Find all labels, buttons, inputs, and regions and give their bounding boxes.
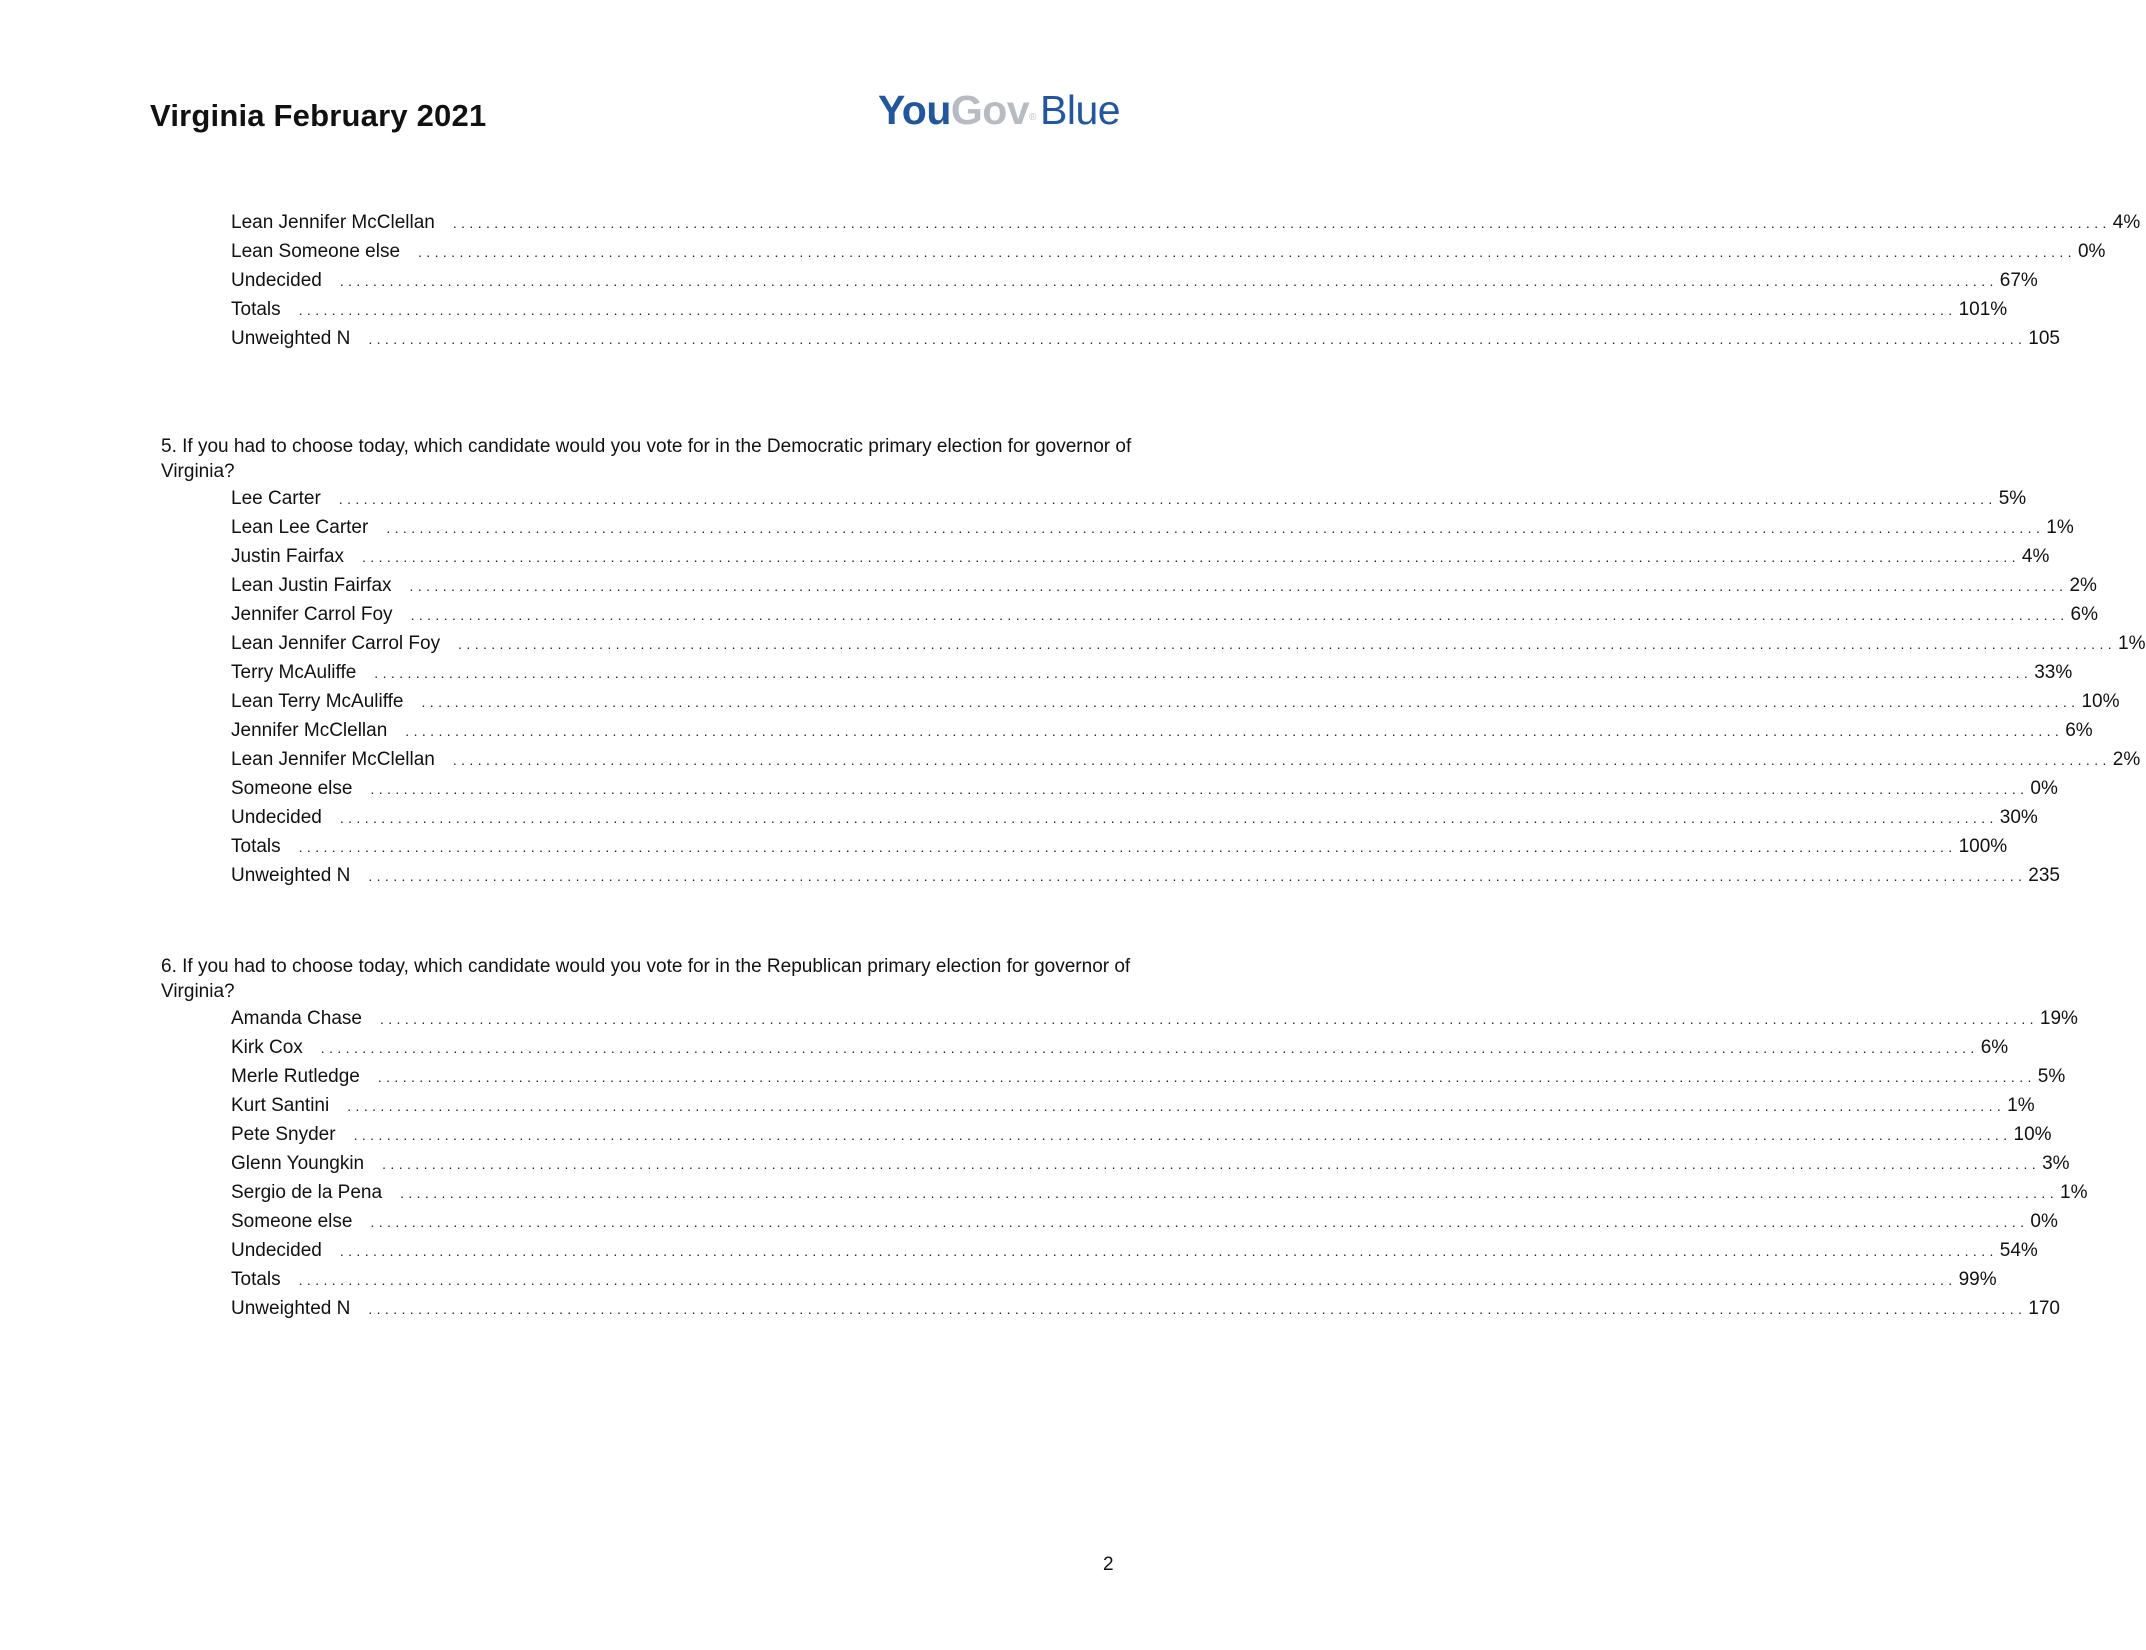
result-value: 30% xyxy=(1999,807,2038,828)
dot-leader: ........................................................................................................................................................................................................ xyxy=(452,215,2111,231)
result-value: 0% xyxy=(2030,1211,2058,1232)
result-row xyxy=(231,324,2060,353)
result-row xyxy=(231,542,2050,571)
result-value: 10% xyxy=(2013,1124,2052,1145)
result-label: Amanda Chase xyxy=(231,1008,362,1029)
result-value: 10% xyxy=(2081,691,2120,712)
result-value: 3% xyxy=(2042,1153,2070,1174)
dot-leader: ........................................................................................................................................................................................................ xyxy=(458,636,2117,652)
result-row xyxy=(231,1178,2088,1207)
result-row xyxy=(231,832,2008,861)
dot-leader: ........................................................................................................................................................................................................ xyxy=(374,665,2033,681)
dot-leader: ........................................................................................................................................................................................................ xyxy=(418,244,2076,260)
result-value: 1% xyxy=(2118,633,2146,654)
result-row xyxy=(231,658,2073,687)
result-label: Pete Snyder xyxy=(231,1124,336,1145)
result-row xyxy=(231,1091,2035,1120)
result-value: 6% xyxy=(2070,604,2098,625)
result-row xyxy=(231,513,2074,542)
dot-leader: ........................................................................................................................................................................................................ xyxy=(421,694,2080,710)
result-label: Totals xyxy=(231,299,281,320)
result-label: Sergio de la Pena xyxy=(231,1182,383,1203)
result-value: 100% xyxy=(1958,836,2008,857)
result-label: Lean Lee Carter xyxy=(231,517,369,538)
dot-leader: ........................................................................................................................................................................................................ xyxy=(400,1185,2058,1201)
result-label: Someone else xyxy=(231,778,353,799)
result-row xyxy=(231,687,2120,716)
result-label: Lean Terry McAuliffe xyxy=(231,691,404,712)
dot-leader: ........................................................................................................................................................................................................ xyxy=(452,752,2111,768)
result-row xyxy=(231,803,2038,832)
result-value: 5% xyxy=(1998,488,2027,509)
dot-leader: ........................................................................................................................................................................................................ xyxy=(410,607,2069,623)
dot-leader: ........................................................................................................................................................................................................ xyxy=(361,549,2020,565)
result-value: 1% xyxy=(2046,517,2074,538)
result-value: 4% xyxy=(2021,546,2050,567)
result-label: Kirk Cox xyxy=(231,1037,303,1058)
dot-leader: ........................................................................................................................................................................................................ xyxy=(347,1098,2006,1114)
result-label: Totals xyxy=(231,1269,281,1290)
result-value: 5% xyxy=(2037,1066,2066,1087)
dot-leader: ........................................................................................................................................................................................................ xyxy=(370,781,2029,797)
result-value: 1% xyxy=(2060,1182,2088,1203)
dot-leader: ........................................................................................................................................................................................................ xyxy=(298,1272,1957,1288)
dot-leader: ........................................................................................................................................................................................................ xyxy=(409,578,2068,594)
result-label: Lean Justin Fairfax xyxy=(231,575,392,596)
result-label: Unweighted N xyxy=(231,1298,351,1319)
page-title: Virginia February 2021 xyxy=(150,98,487,133)
dot-leader: ........................................................................................................................................................................................................ xyxy=(339,1243,1998,1259)
result-value: 0% xyxy=(2077,241,2106,262)
result-value: 1% xyxy=(2007,1095,2035,1116)
dot-leader: ........................................................................................................................................................................................................ xyxy=(320,1040,1979,1056)
result-row xyxy=(231,1004,2078,1033)
dot-leader: ........................................................................................................................................................................................................ xyxy=(298,839,1957,855)
result-row xyxy=(231,237,2106,266)
result-label: Justin Fairfax xyxy=(231,546,344,567)
result-row xyxy=(231,1236,2038,1265)
question-6-text: 6. If you had to choose today, which candidate would you vote for in the Republican primary election for governor of Virginia? xyxy=(161,956,1131,1002)
result-label: Glenn Youngkin xyxy=(231,1153,365,1174)
result-value: 105 xyxy=(2028,328,2060,349)
result-row xyxy=(231,774,2058,803)
result-row xyxy=(231,1120,2052,1149)
dot-leader: ........................................................................................................................................................................................................ xyxy=(386,520,2045,536)
result-value: 6% xyxy=(1980,1037,2009,1058)
result-label: Lee Carter xyxy=(231,488,321,509)
result-label: Undecided xyxy=(231,1240,322,1261)
result-row xyxy=(231,600,2098,629)
result-value: 235 xyxy=(2028,865,2060,886)
logo-registered-mark: ® xyxy=(1029,112,1037,123)
result-row xyxy=(231,295,2008,324)
dot-leader: ........................................................................................................................................................................................................ xyxy=(370,1214,2029,1230)
result-value: 0% xyxy=(2030,778,2058,799)
result-row xyxy=(231,629,2146,658)
result-label: Undecided xyxy=(231,270,322,291)
dot-leader: ........................................................................................................................................................................................................ xyxy=(405,723,2064,739)
question-6-results xyxy=(0,1004,2088,1323)
logo-gov: Gov xyxy=(950,87,1030,133)
result-row xyxy=(231,1294,2060,1323)
result-row xyxy=(231,1207,2058,1236)
result-label: Jennifer Carrol Foy xyxy=(231,604,393,625)
question-5-text: 5. If you had to choose today, which candidate would you vote for in the Democratic primary election for governor of Virginia? xyxy=(161,436,1132,482)
dot-leader: ........................................................................................................................................................................................................ xyxy=(339,810,1998,826)
dot-leader: ........................................................................................................................................................................................................ xyxy=(339,273,1998,289)
dot-leader: ........................................................................................................................................................................................................ xyxy=(382,1156,2041,1172)
result-value: 2% xyxy=(2069,575,2097,596)
result-row xyxy=(231,208,2141,237)
question-5-section xyxy=(0,434,2146,890)
result-value: 33% xyxy=(2034,662,2073,683)
result-value: 170 xyxy=(2028,1298,2060,1319)
result-row xyxy=(231,266,2038,295)
result-value: 54% xyxy=(1999,1240,2038,1261)
result-label: Someone else xyxy=(231,1211,353,1232)
dot-leader: ........................................................................................................................................................................................................ xyxy=(353,1127,2012,1143)
dot-leader: ........................................................................................................................................................................................................ xyxy=(379,1011,2038,1027)
result-label: Unweighted N xyxy=(231,328,351,349)
result-label: Merle Rutledge xyxy=(231,1066,360,1087)
result-label: Jennifer McClellan xyxy=(231,720,388,741)
page-number: 2 xyxy=(1103,1554,1114,1575)
result-row xyxy=(231,571,2097,600)
result-row xyxy=(231,484,2027,513)
result-row xyxy=(231,745,2141,774)
result-value: 101% xyxy=(1958,299,2008,320)
result-row xyxy=(231,861,2060,890)
dot-leader: ........................................................................................................................................................................................................ xyxy=(368,1301,2027,1317)
result-label: Kurt Santini xyxy=(231,1095,330,1116)
dot-leader: ........................................................................................................................................................................................................ xyxy=(338,491,1997,507)
logo-you: You xyxy=(878,87,951,133)
dot-leader: ........................................................................................................................................................................................................ xyxy=(368,331,2027,347)
result-label: Unweighted N xyxy=(231,865,351,886)
results-list xyxy=(0,208,2141,353)
result-value: 2% xyxy=(2112,749,2141,770)
result-row xyxy=(231,716,2093,745)
result-row xyxy=(231,1033,2009,1062)
result-value: 67% xyxy=(1999,270,2038,291)
result-label: Lean Jennifer Carrol Foy xyxy=(231,633,441,654)
result-value: 6% xyxy=(2065,720,2093,741)
result-label: Undecided xyxy=(231,807,322,828)
result-label: Lean Jennifer McClellan xyxy=(231,212,435,233)
result-value: 99% xyxy=(1958,1269,1997,1290)
result-value: 19% xyxy=(2039,1008,2078,1029)
result-label: Lean Someone else xyxy=(231,241,401,262)
result-label: Totals xyxy=(231,836,281,857)
question-6-section xyxy=(0,954,2088,1323)
yougov-blue-logo xyxy=(878,86,1120,134)
result-label: Lean Jennifer McClellan xyxy=(231,749,435,770)
logo-blue: Blue xyxy=(1040,87,1121,133)
result-row xyxy=(231,1265,1997,1294)
question-5-results xyxy=(0,484,2146,890)
result-label: Terry McAuliffe xyxy=(231,662,357,683)
result-row xyxy=(231,1062,2066,1091)
dot-leader: ........................................................................................................................................................................................................ xyxy=(368,868,2027,884)
dot-leader: ........................................................................................................................................................................................................ xyxy=(298,302,1957,318)
result-value: 4% xyxy=(2112,212,2141,233)
results-continued xyxy=(0,208,2141,353)
dot-leader: ........................................................................................................................................................................................................ xyxy=(377,1069,2036,1085)
result-row xyxy=(231,1149,2070,1178)
